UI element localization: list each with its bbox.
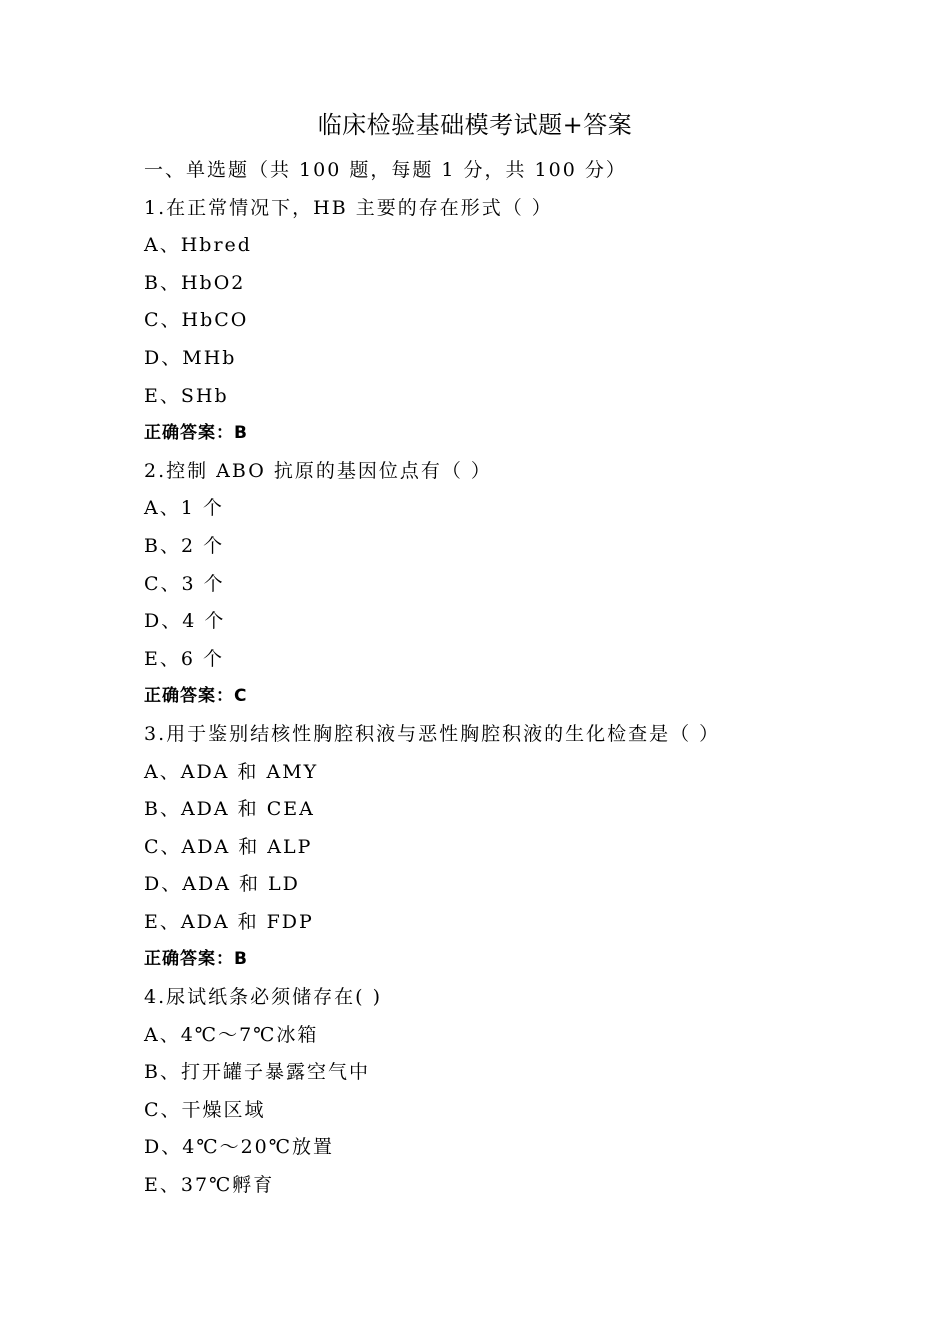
question-stem: 1.在正常情况下，HB 主要的存在形式（ ） — [144, 196, 553, 219]
option-c: C、干燥区域 — [144, 1098, 266, 1121]
option-d: D、4 个 — [144, 610, 226, 633]
option-c: C、ADA 和 ALP — [144, 835, 313, 858]
question-1 — [144, 190, 864, 453]
question-2 — [144, 453, 864, 716]
option-a: A、Hbred — [144, 234, 252, 257]
question-stem: 3.用于鉴别结核性胸腔积液与恶性胸腔积液的生化检查是（ ） — [144, 722, 721, 745]
option-e: E、6 个 — [144, 647, 224, 670]
correct-answer: 正确答案：B — [144, 949, 248, 970]
option-a: A、1 个 — [144, 497, 224, 520]
option-e: E、37℃孵育 — [144, 1174, 275, 1197]
correct-answer: 正确答案：C — [144, 686, 248, 707]
option-e: E、SHb — [144, 384, 229, 407]
option-d: D、ADA 和 LD — [144, 873, 300, 896]
question-4 — [144, 979, 864, 1205]
document-title: 临床检验基础模考试题+答案 — [317, 111, 633, 139]
option-b: B、ADA 和 CEA — [144, 798, 315, 821]
option-a: A、ADA 和 AMY — [144, 760, 319, 783]
correct-answer: 正确答案：B — [144, 423, 248, 444]
option-b: B、打开罐子暴露空气中 — [144, 1061, 370, 1084]
question-3 — [144, 716, 864, 979]
question-stem: 4.尿试纸条必须储存在( ) — [144, 986, 382, 1009]
section-heading: 一、单选题（共 100 题，每题 1 分，共 100 分） — [144, 159, 627, 181]
option-b: B、HbO2 — [144, 271, 246, 294]
question-stem: 2.控制 ABO 抗原的基因位点有（ ） — [144, 459, 492, 482]
option-d: D、MHb — [144, 346, 237, 369]
document-body — [144, 152, 864, 1205]
option-a: A、4℃～7℃冰箱 — [144, 1023, 319, 1046]
option-d: D、4℃～20℃放置 — [144, 1136, 335, 1159]
option-b: B、2 个 — [144, 534, 225, 557]
option-c: C、3 个 — [144, 572, 225, 595]
option-e: E、ADA 和 FDP — [144, 910, 314, 933]
option-c: C、HbCO — [144, 309, 249, 332]
